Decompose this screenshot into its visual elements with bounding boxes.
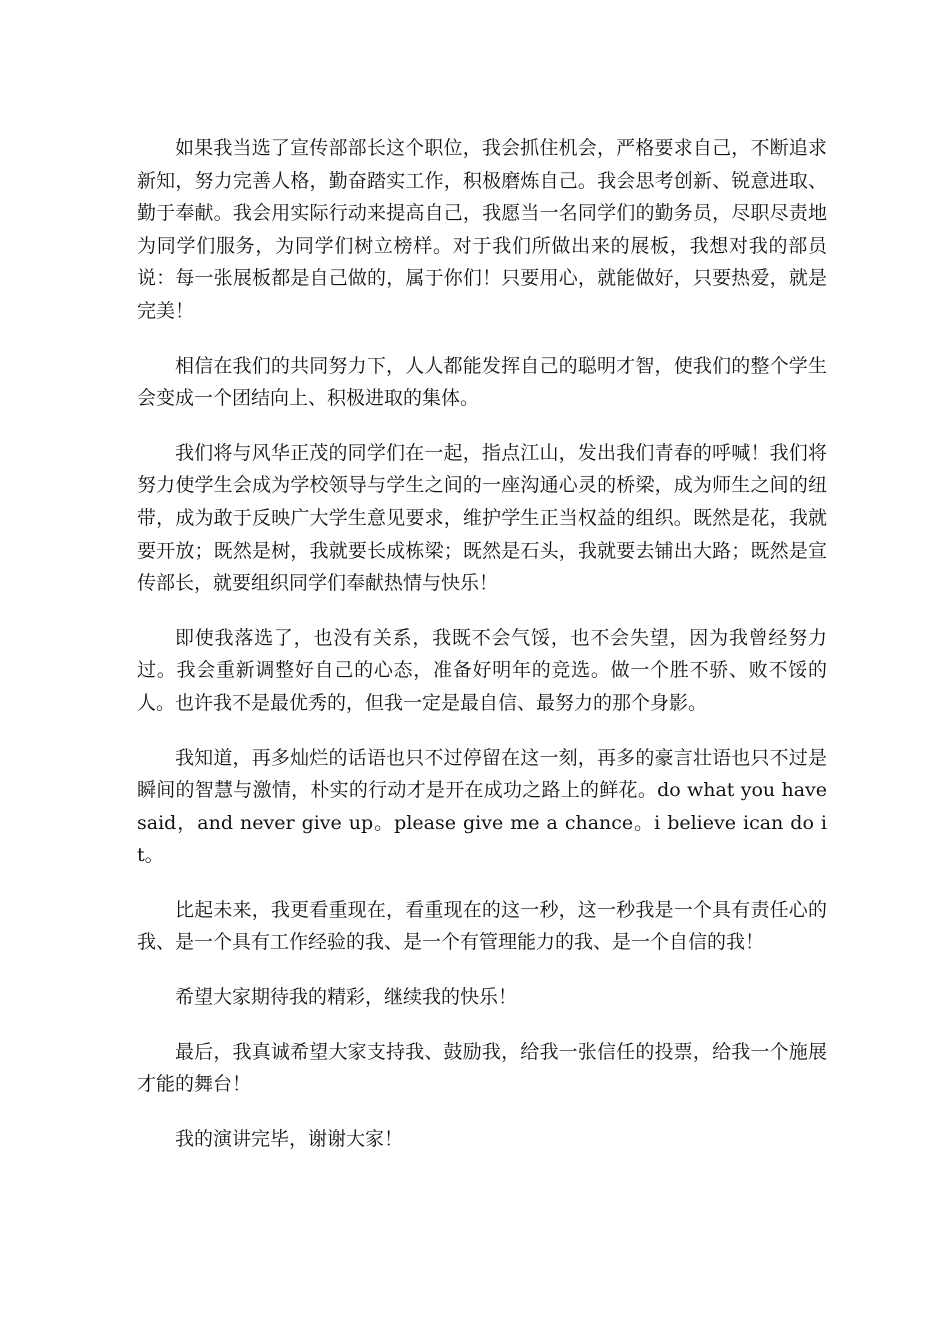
paragraph-8: 最后，我真诚希望大家支持我、鼓励我，给我一张信任的投票，给我一个施展才能的舞台！ bbox=[137, 1040, 827, 1096]
paragraph-6: 比起未来，我更看重现在，看重现在的这一秒，这一秒我是一个具有责任心的我、是一个具有工作经验的我、是一个有管理能力的我、是一个自信的我！ bbox=[137, 898, 827, 954]
paragraph-2: 相信在我们的共同努力下，人人都能发挥自己的聪明才智，使我们的整个学生会变成一个团结向上、积极进取的集体。 bbox=[137, 354, 827, 410]
paragraph-7: 希望大家期待我的精彩，继续我的快乐！ bbox=[175, 986, 518, 1009]
paragraph-1: 如果我当选了宣传部部长这个职位，我会抓住机会，严格要求自己，不断追求新知，努力完善人格，勤奋踏实工作，积极磨炼自己。我会思考创新、锐意进取、勤于奉献。我会用实际行动来提高自己，我愿当一名同学们的勤务员，尽职尽责地为同学们服务，为同学们树立榜样。对于我们所做出来的展板，我想对我的部员说：每一张展板都是自己做的，属于你们！只要用心，就能做好，只要热爱，就是完美！ bbox=[137, 137, 827, 322]
paragraph-3: 我们将与风华正茂的同学们在一起，指点江山，发出我们青春的呼喊！我们将努力使学生会成为学校领导与学生之间的一座沟通心灵的桥梁，成为师生之间的纽带，成为敢于反映广大学生意见要求，维护学生正当权益的组织。既然是花，我就要开放；既然是树，我就要长成栋梁；既然是石头，我就要去铺出大路；既然是宣传部长，就要组织同学们奉献热情与快乐！ bbox=[137, 441, 827, 595]
paragraph-4: 即使我落选了，也没有关系，我既不会气馁，也不会失望，因为我曾经努力过。我会重新调整好自己的心态，准备好明年的竞选。做一个胜不骄、败不馁的人。也许我不是最优秀的，但我一定是最自信、最努力的那个身影。 bbox=[137, 626, 827, 714]
paragraph-9: 我的演讲完毕，谢谢大家！ bbox=[175, 1127, 404, 1150]
document-body bbox=[137, 132, 827, 1177]
paragraph-5: 我知道，再多灿烂的话语也只不过停留在这一刻，再多的豪言壮语也只不过是瞬间的智慧与激情，朴实的行动才是开在成功之路上的鲜花。do what you have said，and never give up。please give me a chance。i believe ican do it。 bbox=[137, 746, 827, 867]
